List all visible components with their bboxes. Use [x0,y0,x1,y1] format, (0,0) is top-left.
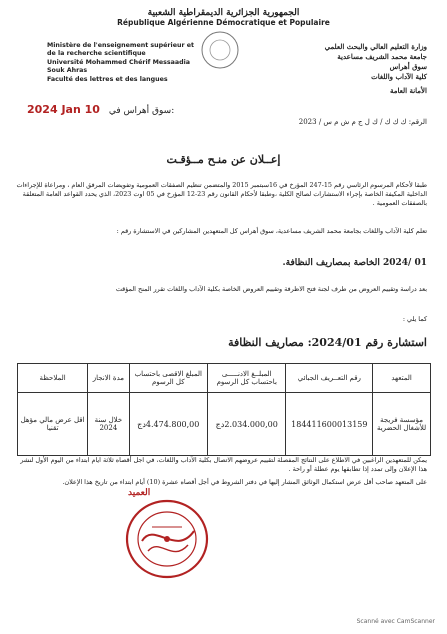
ar-university: جامعة محمد الشريف مساعدية [337,52,427,61]
fr-city: Souk Ahras [47,67,88,75]
cell-min-amount: 2.034.000,00دج [208,393,286,456]
paragraph-announcement: تعلم كلية الآداب واللغات بجامعة محمد الشريف مساعدية، سوق أهراس كل المتعهدين المشاركين في الاستشارة رقم : [116,227,427,235]
cell-bidder: مؤسسة فريجة للأشغال الحضرية [373,393,431,456]
ref-value: ك ك ك / ك ل ج م ش م س / 2023 [298,118,407,126]
table-header-row [18,364,431,393]
paragraph-evaluation: بعد دراسة وتقييم العروض من طرف لجنة فتح الاظرفة وتقييم العروض الخاصة بكلية الآداب واللغات تقرر المنح المؤقت [115,285,427,293]
date-line [27,103,174,116]
fr-ministry-line2: de la recherche scientifique [47,50,146,58]
col-bidder: المتعهد [373,364,431,393]
republic-arabic: الجمهورية الجزائرية الديمقراطية الشعبية [147,8,300,18]
cell-tax-id: 184411600013159 [286,393,373,456]
col-min-amount: المبلــغ الادنـــــى باحتساب كل الرسوم [208,364,286,393]
fr-ministry-line1: Ministère de l'enseignement supérieur et [47,42,195,49]
ar-faculty: كلية الآداب واللغات [371,72,427,81]
page-title: إعــلان عن منـح مــؤقـت [166,153,281,166]
handwritten-date: 2024 Jan 10 [27,103,100,116]
official-stamp-icon [112,497,222,581]
ar-city: سوق أهراس [389,62,427,71]
announcement-number: 01 /2024 الخاصة بمصاريف النظافة. [282,258,427,268]
ref-label: الرقم: [408,118,427,126]
stamp-title: العميد [128,488,151,498]
notice-documents: على المتعهد صاحب أقل عرض استكمال الوثائق المشار إليها في دفتر الشروط في أجل أقصاه عشرة (10) أيام ابتداء من تاريخ هذا الإعلان. [62,478,427,486]
as-follows-label: كما يلي : [402,315,427,323]
col-note: الملاحظة [18,364,88,393]
scanner-watermark: Scanné avec CamScanner [356,618,435,625]
ar-secretariat: الأمانة العامة [389,86,427,95]
cell-duration: خلال سنة 2024 [88,393,129,456]
col-duration: مدة الانجاز [88,364,129,393]
ar-ministry: وزارة التعليم العالي والبحث العلمي [324,42,427,51]
date-prefix: سوق أهراس في: [108,106,175,116]
col-tax-id: رقم التعــريف الجبائي [286,364,373,393]
republic-french: République Algérienne Démocratique et Populaire [117,18,330,27]
french-institution-block [47,42,222,84]
consultation-title: استشارة رقم 2024/01: مصاريف النظافة [228,336,427,349]
paragraph-legal-basis: طبقا لأحكام المرسوم الرئاسي رقم 15-247 المؤرخ في 16سبتمبر 2015 والمتضمن تنظيم الصفقات العمومية وتفويضات المرفق العام ، ومراعاة للإجراءات الداخلية المكيفة الخاصة بإجراء الاستشارات لصالح الكلية ،وطبقا لأحكام القانون رقم 23-12 المؤرخ في 05 اوت 2023، الذي يحدد القواعد العامة المتعلقة بالصفقات العمومية . [16,181,427,207]
fr-university: Université Mohammed Chérif Messaadia [47,58,191,66]
award-table [17,363,431,456]
notice-results: يمكن للمتعهدين الراغبين في الاطلاع على النتائج المفصلة لتقييم عروضهم الاتصال بكلية الآداب واللغات، في اجل أقصاه ثلاثة ايام ابتداء من اليوم الأول لنشر هذا الإعلان وإلى تمدد إذا تطابقها يوم عطلة أو راحة . [20,456,427,473]
cell-max-amount: 4.474.800,00دج [129,393,207,456]
fr-faculty: Faculté des lettres et des langues [47,75,168,83]
table-row [18,393,431,456]
cell-note: اقل عرض مالي مؤهل تقنيا [18,393,88,456]
col-max-amount: المبلغ الاقصى باحتساب كل الرسوم [129,364,207,393]
arabic-institution-block [242,42,427,96]
reference-line [299,118,427,126]
